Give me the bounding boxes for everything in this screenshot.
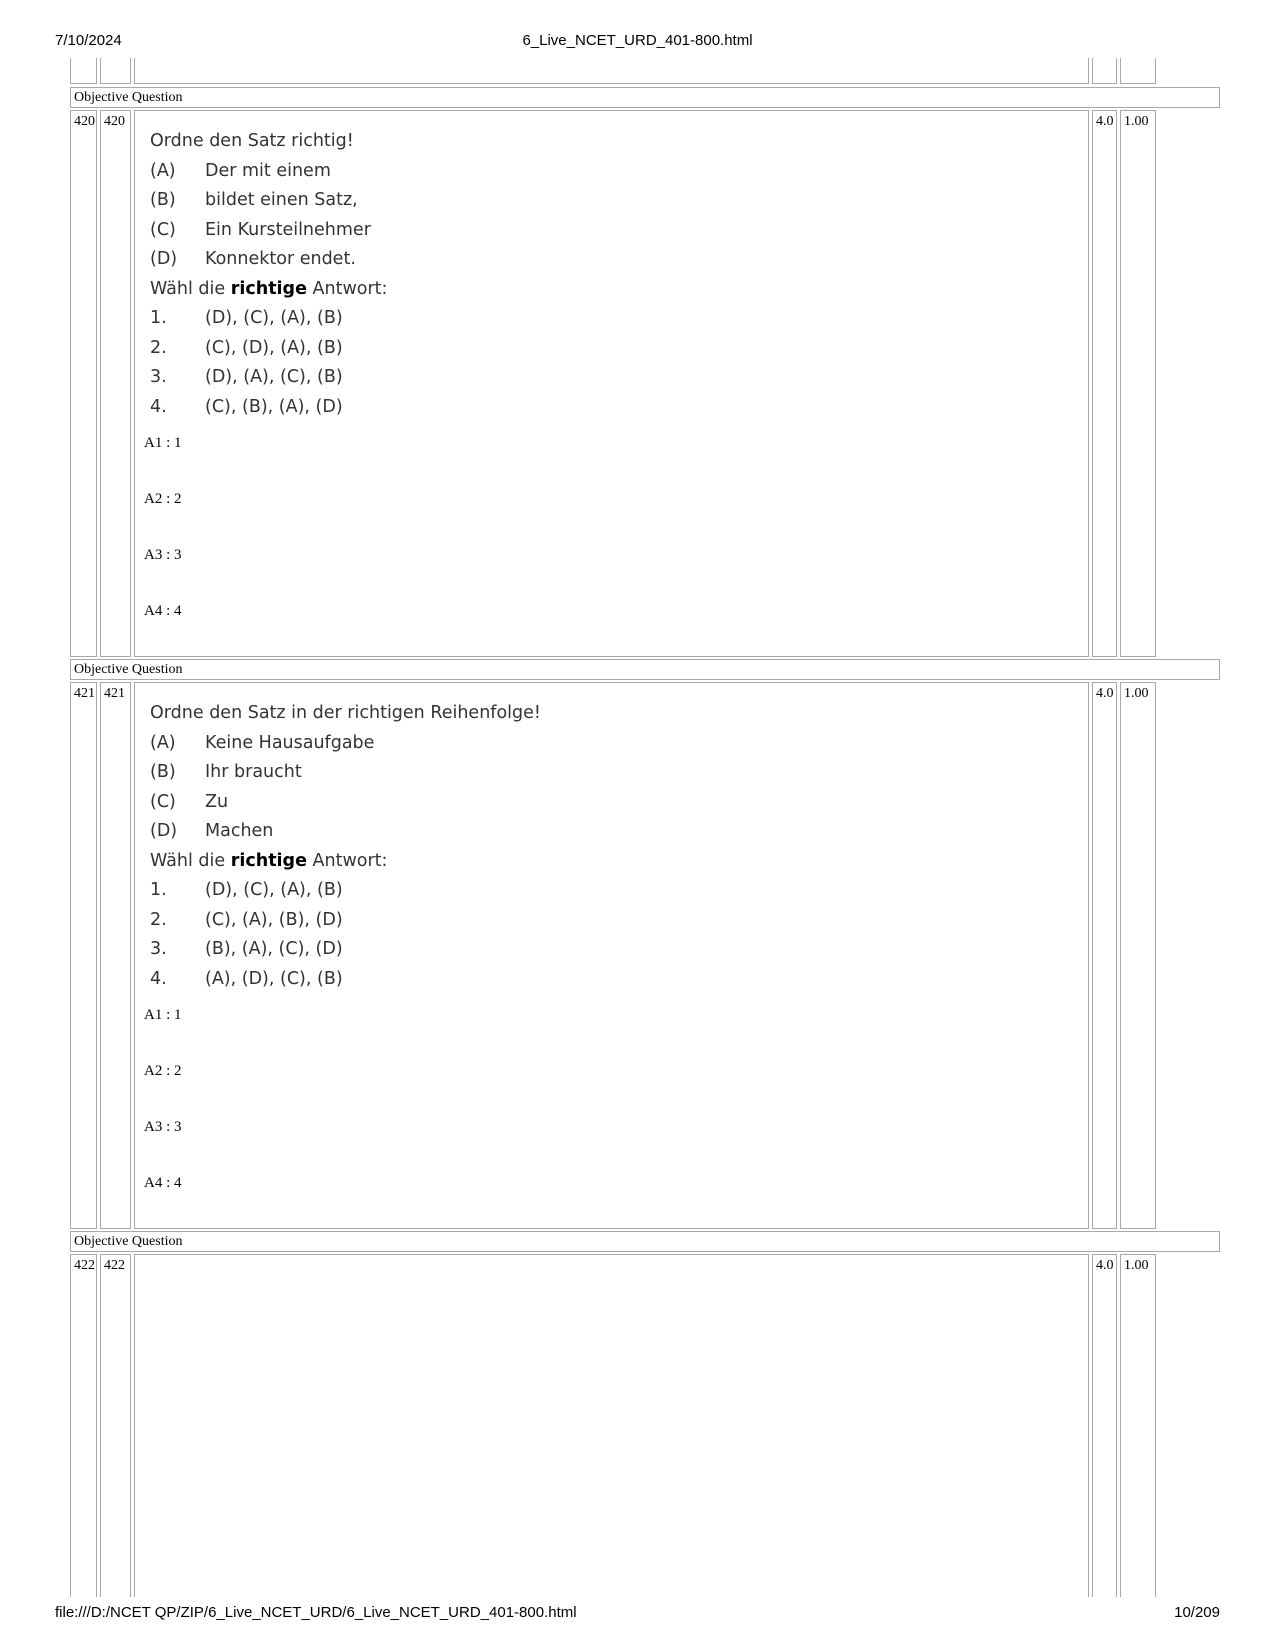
option-item: 2. (C), (A), (B), (D) [150,909,343,930]
option-item: 3. (D), (A), (C), (B) [150,367,343,387]
statement-item: (C) Ein Kursteilnehmer [150,219,371,240]
option-item: 1. (D), (C), (A), (B) [150,880,343,900]
statement-item: (B) bildet einen Satz, [150,190,358,210]
question-body [134,110,1089,657]
option-item: 2. (C), (D), (A), (B) [150,337,343,358]
question-id: 420 [104,114,125,129]
question-body [134,682,1089,1229]
question-type-label: Objective Question [70,659,1220,680]
question-id: 421 [104,686,125,701]
question-id: 422 [104,1258,125,1273]
document-title: 6_Live_NCET_URD_401-800.html [522,32,753,49]
option-item: 4. (C), (B), (A), (D) [150,396,343,417]
answer-choice: A4 : 4 [144,603,182,619]
question-type-label: Objective Question [70,1231,1220,1252]
marks: 4.0 [1096,114,1114,129]
statement-item: (D) Machen [150,821,274,841]
option-item: 4. (A), (D), (C), (B) [150,968,343,989]
answer-choice: A1 : 1 [144,1007,182,1023]
negative-marks: 1.00 [1124,114,1149,129]
page-number: 10/209 [1174,1604,1220,1621]
negative-marks: 1.00 [1124,686,1149,701]
answer-choice: A4 : 4 [144,1175,182,1191]
answer-choice: A2 : 2 [144,1063,182,1079]
option-item: 3. (B), (A), (C), (D) [150,939,343,959]
question-type-label: Objective Question [70,87,1220,108]
file-path: file:///D:/NCET QP/ZIP/6_Live_NCET_URD/6_Live_NCET_URD_401-800.html [55,1604,577,1621]
answer-choice: A3 : 3 [144,1119,182,1135]
answer-choice: A3 : 3 [144,547,182,563]
statement-item: (C) Zu [150,791,229,812]
negative-marks: 1.00 [1124,1258,1149,1273]
answer-choice: A2 : 2 [144,491,182,507]
instruction: Wähl die richtige Antwort: [150,850,388,871]
serial-number: 420 [74,114,95,129]
option-item: 1. (D), (C), (A), (B) [150,308,343,328]
serial-number: 422 [74,1258,95,1273]
question-prompt: Ordne den Satz in der richtigen Reihenfolge! [150,703,541,723]
serial-number: 421 [74,686,95,701]
statement-item: (D) Konnektor endet. [150,249,356,269]
statement-item: (A) Der mit einem [150,160,331,181]
question-body [134,1254,1089,1597]
question-prompt: Ordne den Satz richtig! [150,131,354,151]
statement-item: (A) Keine Hausaufgabe [150,732,375,753]
statement-item: (B) Ihr braucht [150,762,302,782]
answer-choice: A1 : 1 [144,435,182,451]
marks: 4.0 [1096,1258,1114,1273]
marks: 4.0 [1096,686,1114,701]
instruction: Wähl die richtige Antwort: [150,278,388,299]
print-date: 7/10/2024 [55,32,122,49]
